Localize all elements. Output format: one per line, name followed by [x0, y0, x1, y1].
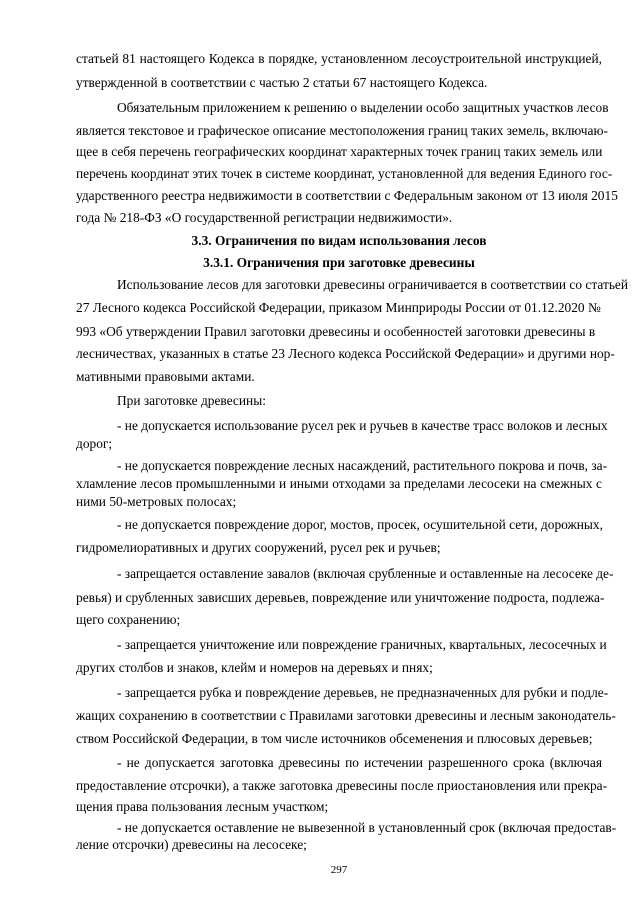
- text-line: мативными правовыми актами.: [76, 368, 255, 384]
- text-line: 993 «Об утверждении Правил заготовки древесины и особенностей заготовки древесины в: [76, 323, 596, 339]
- list-item-line: - не допускается использование русел рек и ручьев в качестве трасс волоков и лесных: [117, 417, 608, 433]
- list-item-line: гидромелиоративных и других сооружений, русел рек и ручьев;: [76, 539, 441, 555]
- list-item-line: предоставление отсрочки), а также заготовка древесины после приостановления или прекра-: [76, 777, 608, 793]
- text-line: щее в себя перечень географических координат характерных точек границ таких земель или: [76, 144, 603, 160]
- list-item-line: - не допускается заготовка древесины по истечении разрешенного срока (включая: [117, 755, 602, 771]
- list-item-line: - не допускается повреждение лесных насаждений, растительного покрова и почв, за-: [117, 458, 608, 474]
- list-item-line: - запрещается рубка и повреждение деревьев, не предназначенных для рубки и подле-: [117, 684, 609, 700]
- list-item-line: - не допускается повреждение дорог, мостов, просек, осушительной сети, дорожных,: [117, 517, 603, 533]
- text-line: 27 Лесного кодекса Российской Федерации, приказом Минприроды России от 01.12.2020 №: [76, 300, 601, 316]
- list-item-line: щего сохранению;: [76, 612, 181, 628]
- list-item-line: щения права пользования лесным участком;: [76, 799, 329, 815]
- text-line: года № 218-ФЗ «О государственной регистрации недвижимости».: [76, 209, 453, 225]
- list-item-line: - запрещается уничтожение или повреждение граничных, квартальных, лесосечных и: [117, 636, 607, 652]
- list-item-line: ством Российской Федерации, в том числе источников обсеменения и плюсовых деревьев;: [76, 730, 593, 746]
- list-item-line: других столбов и знаков, клейм и номеров на деревьях и пнях;: [76, 660, 433, 676]
- paragraph-first-line: Использование лесов для заготовки древесины ограничивается в соответствии со статьей: [117, 276, 629, 292]
- list-intro: При заготовке древесины:: [117, 393, 266, 409]
- list-item-line: - не допускается оставление не вывезенной в установленный срок (включая предостав-: [117, 820, 617, 836]
- text-line: утвержденной в соответствии с частью 2 статьи 67 настоящего Кодекса.: [76, 75, 488, 91]
- text-line: ударственного реестра недвижимости в соответствии с Федеральным законом от 13 июля 2015: [76, 188, 618, 204]
- list-item-line: жащих сохранению в соответствии с Правилами заготовки древесины и лесным законодатель-: [76, 708, 616, 724]
- page-number: 297: [330, 864, 348, 876]
- text-line: является текстовое и графическое описание местоположения границ таких земель, включаю-: [76, 122, 608, 138]
- list-item-line: ними 50-метровых полосах;: [76, 493, 237, 509]
- text-line: перечень координат этих точек в системе координат, установленной для ведения Единого гос-: [76, 165, 613, 181]
- list-item-line: ление отсрочки) древесины на лесосеке;: [76, 837, 307, 852]
- list-item-line: дорог;: [76, 435, 113, 451]
- list-item-line: - запрещается оставление завалов (включая срубленные и оставленные на лесосеке де-: [117, 566, 614, 582]
- text-line: лесничествах, указанных в статье 23 Лесного кодекса Российской Федерации» и другими нор-: [76, 346, 615, 362]
- subsection-heading: 3.3.1. Ограничения при заготовке древесины: [203, 255, 475, 270]
- list-item-line: хламление лесов промышленными и иными отходами за пределами лесосеки на смежных с: [76, 476, 602, 491]
- paragraph-first-line: Обязательным приложением к решению о выделении особо защитных участков лесов: [117, 99, 609, 115]
- text-line: статьей 81 настоящего Кодекса в порядке, установленном лесоустроительной инструкцией,: [76, 51, 602, 66]
- list-item-line: ревья) и срубленных зависших деревьев, повреждение или уничтожение подроста, подлежа-: [76, 589, 605, 605]
- section-heading: 3.3. Ограничения по видам использования лесов: [191, 233, 487, 249]
